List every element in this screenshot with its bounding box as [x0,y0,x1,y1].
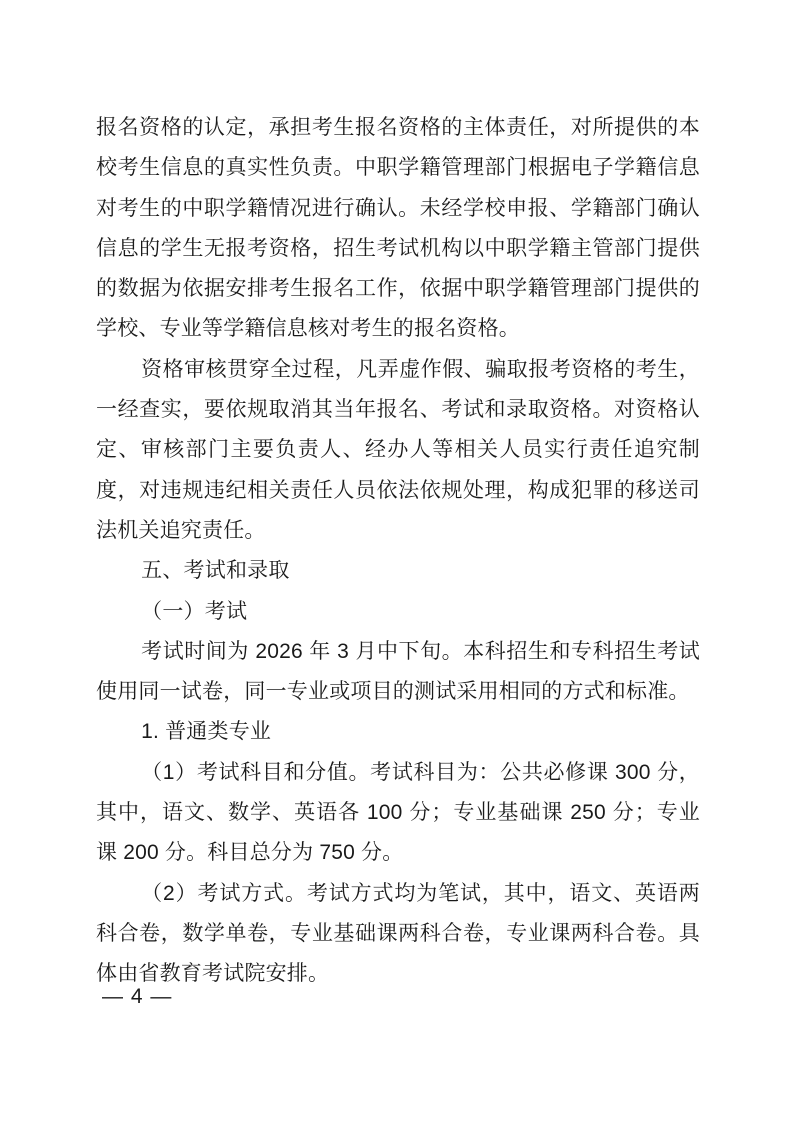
paragraph-body-continuation: 报名资格的认定，承担考生报名资格的主体责任，对所提供的本校考生信息的真实性负责。中职学籍管理部门根据电子学籍信息对考生的中职学籍情况进行确认。未经学校申报、学籍部门确认信息的学生无报考资格，招生考试机构以中职学籍主管部门提供的数据为依据安排考生报名工作，依据中职学籍管理部门提供的学校、专业等学籍信息核对考生的报名资格。 [96,116,700,341]
page-footer [102,985,172,1009]
document-body [96,108,700,995]
item-heading-general-majors: 1. 普通类专业 [141,720,272,744]
paragraph-exam-subjects-and-scores: （1）考试科目和分值。考试科目为：公共必修课 300 分，其中，语文、数学、英语各 100 分；专业基础课 250 分；专业课 200 分。科目总分为 750 分。 [96,760,700,865]
page-number: — 4 — [102,985,173,1008]
paragraph-qualification-review: 资格审核贯穿全过程，凡弄虚作假、骗取报考资格的考生，一经查实，要依规取消其当年报名、考试和录取资格。对资格认定、审核部门主要负责人、经办人等相关人员实行责任追究制度，对违规违纪相关责任人员依法依规处理，构成犯罪的移送司法机关追究责任。 [96,357,700,542]
paragraph-exam-method: （2）考试方式。考试方式均为笔试，其中，语文、英语两科合卷，数学单卷，专业基础课两科合卷，专业课两科合卷。具体由省教育考试院安排。 [96,881,700,986]
subsection-heading-exam: （一）考试 [141,599,248,623]
section-heading-exam-and-admission: 五、考试和录取 [141,559,290,583]
paragraph-exam-time: 考试时间为 2026 年 3 月中下旬。本科招生和专科招生考试使用同一试卷，同一专业或项目的测试采用相同的方式和标准。 [96,639,700,704]
